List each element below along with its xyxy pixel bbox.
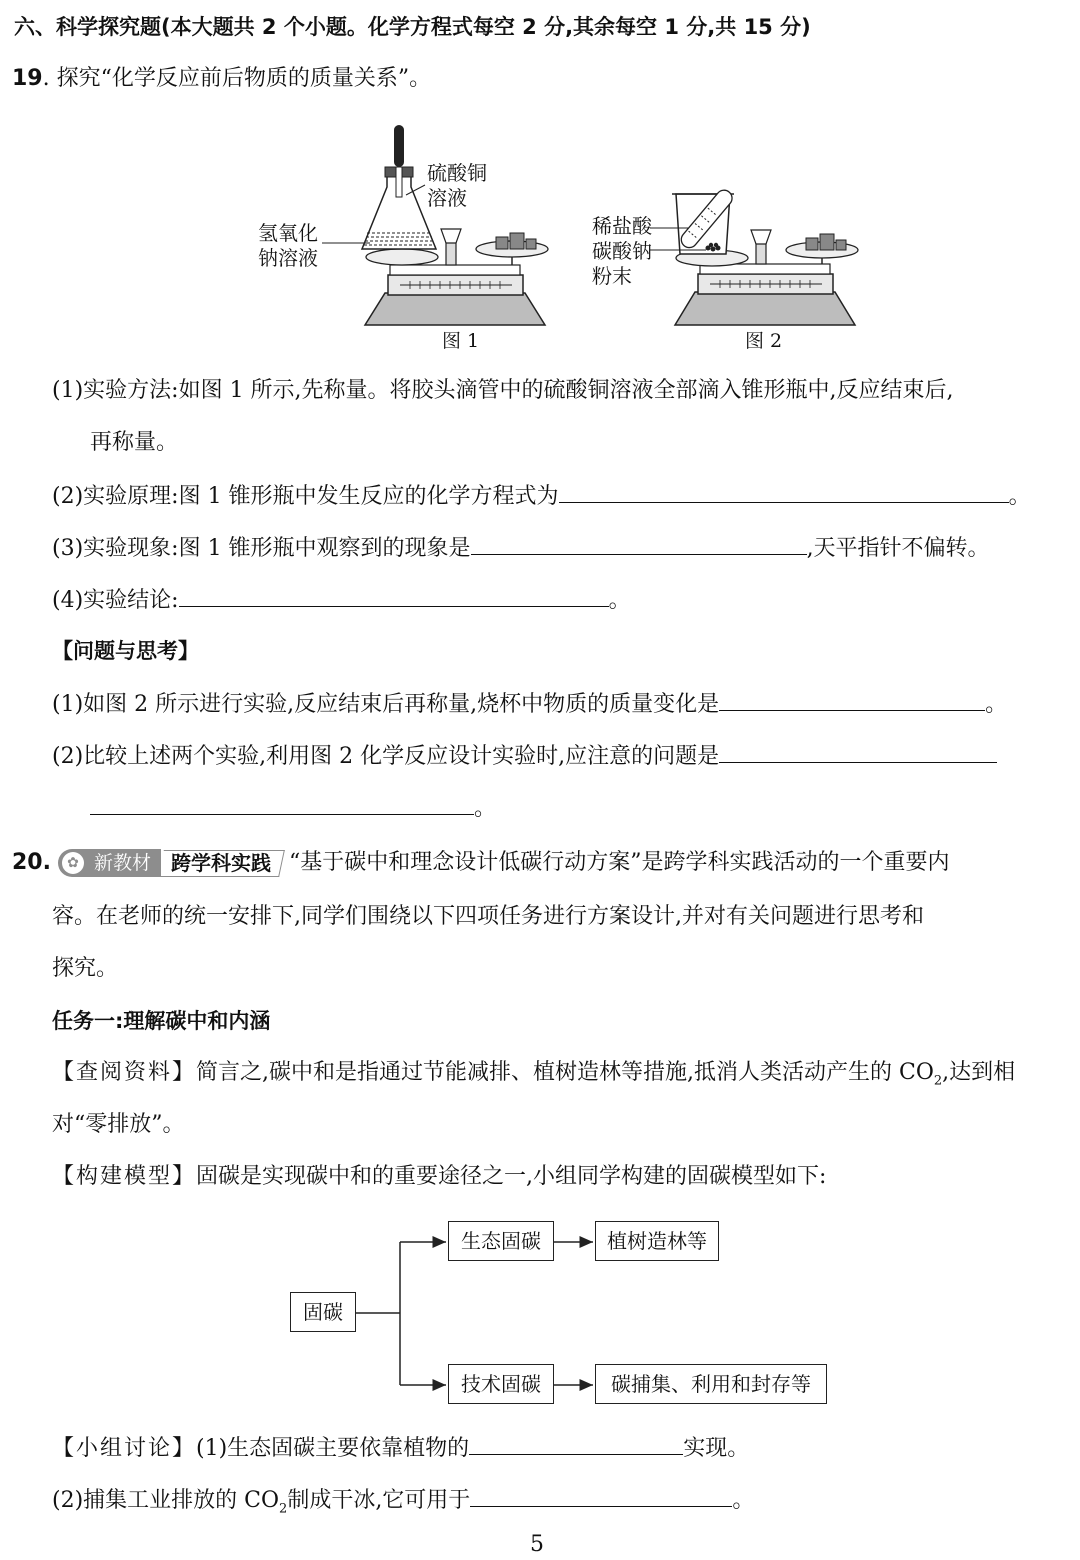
diagram-eco-example-box: 植树造林等 [595, 1221, 719, 1261]
fig1-label-left-1: 氢氧化 [258, 221, 318, 245]
q19-item3-end: ,天平指针不偏转。 [806, 536, 990, 561]
page-number: 5 [530, 1532, 544, 1557]
q19-item1-line2: 再称量。 [90, 430, 179, 455]
section-header: 六、科学探究题(本大题共 2 个小题。化学方程式每空 2 分,其余每空 1 分,共 15 分) [14, 15, 811, 39]
q19-item4-text: (4)实验结论: [52, 588, 179, 613]
diagram-root-box: 固碳 [290, 1292, 356, 1332]
q20-disc1 [52, 1432, 749, 1464]
q20-ref-line2: 对“零排放”。 [52, 1112, 185, 1137]
fig1-caption: 图 1 [442, 330, 480, 352]
fig1-label-top-1: 硫酸铜 [427, 161, 487, 185]
disc2-text-b: 制成干冰,它可用于 [287, 1488, 471, 1513]
q20-dot: . [42, 850, 51, 875]
q19-item1-line1: (1)实验方法:如图 1 所示,先称量。将胶头滴管中的硫酸铜溶液全部滴入锥形瓶中,反应结束后, [52, 378, 954, 403]
q19-item2-end: 。 [1008, 484, 1031, 509]
diagram-tech-example-box: 碳捕集、利用和封存等 [595, 1364, 827, 1404]
disc1-answer-blank[interactable] [469, 1432, 683, 1455]
q19-think1-end: 。 [985, 692, 1008, 717]
disc1-text: (1)生态固碳主要依靠植物的 [196, 1436, 470, 1461]
q19-think1-text: (1)如图 2 所示进行实验,反应结束后再称量,烧杯中物质的质量变化是 [52, 692, 720, 717]
disc2-end: 。 [732, 1488, 755, 1513]
q20-disc2 [52, 1484, 754, 1524]
q19-title-text: . 探究“化学反应前后物质的质量关系”。 [42, 66, 432, 91]
q19-item4-end: 。 [608, 588, 631, 613]
fig2-label-hcl: 稀盐酸 [592, 214, 652, 238]
ref-text-end: ,达到相 [942, 1060, 1016, 1085]
badge-cross-label: 跨学科实践 [171, 850, 271, 875]
fig2-label-powder: 粉末 [592, 264, 632, 288]
disc-tag: 【小组讨论】 [52, 1436, 197, 1461]
fig1-label-top-2: 溶液 [427, 186, 467, 210]
disc2-answer-blank[interactable] [470, 1484, 732, 1507]
think-header: 【问题与思考】 [52, 639, 199, 663]
q20-intro-line2: 容。在老师的统一安排下,同学们围绕以下四项任务进行方案设计,并对有关问题进行思考和 [52, 904, 924, 929]
ref-text: 简言之,碳中和是指通过节能减排、植树造林等措施,抵消人类活动产生的 CO [196, 1060, 934, 1085]
q20-number: 20 [12, 850, 43, 875]
flower-icon: ✿ [62, 852, 84, 874]
q20-intro-line1: “基于碳中和理念设计低碳行动方案”是跨学科实践活动的一个重要内 [289, 850, 950, 875]
diagram-eco-box: 生态固碳 [448, 1221, 554, 1261]
fig2-caption: 图 2 [745, 330, 783, 352]
badge-new-label: 新教材 [93, 852, 151, 874]
model-text: 固碳是实现碳中和的重要途径之一,小组同学构建的固碳模型如下: [196, 1164, 827, 1189]
model-tag: 【构建模型】 [52, 1164, 197, 1189]
q19-item3-text: (3)实验现象:图 1 锥形瓶中观察到的现象是 [52, 536, 471, 561]
fig2-label-na2co3: 碳酸钠 [592, 239, 652, 263]
task1-title: 任务一:理解碳中和内涵 [52, 1009, 271, 1033]
q19-think2-text: (2)比较上述两个实验,利用图 2 化学反应设计实验时,应注意的问题是 [52, 744, 720, 769]
fig1-label-left-2: 钠溶液 [258, 246, 318, 270]
q19-item2-text: (2)实验原理:图 1 锥形瓶中发生反应的化学方程式为 [52, 484, 559, 509]
q19-think2-end: 。 [474, 796, 497, 821]
q19-number: 19 [12, 66, 43, 91]
ref-sub: 2 [933, 1073, 943, 1089]
ref-tag: 【查阅资料】 [52, 1060, 197, 1085]
q20-intro-line3: 探究。 [52, 956, 119, 981]
disc1-end: 实现。 [683, 1436, 750, 1461]
disc2-text: (2)捕集工业排放的 CO [52, 1488, 280, 1513]
diagram-tech-box: 技术固碳 [448, 1364, 554, 1404]
disc2-sub: 2 [279, 1501, 288, 1517]
